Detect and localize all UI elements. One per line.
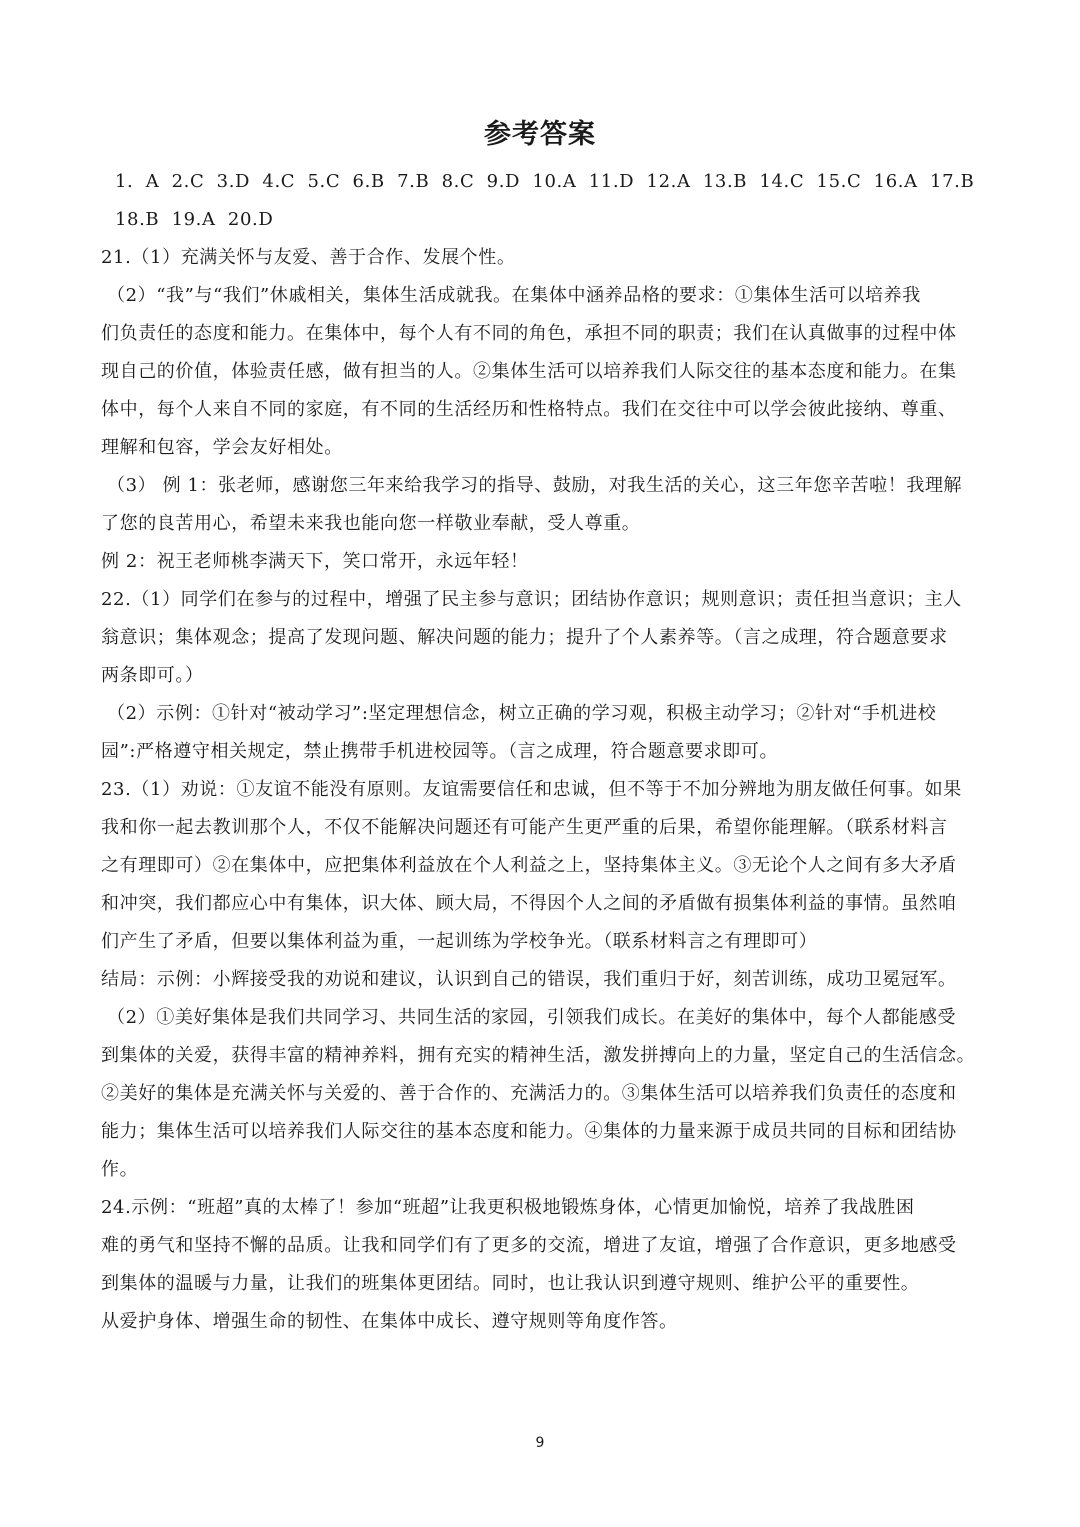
q21-line: 体中，每个人来自不同的家庭，有不同的生活经历和性格特点。我们在交往中可以学会彼此接纳、尊重、 — [101, 399, 957, 420]
q22-line: 22.（1）同学们在参与的过程中，增强了民主参与意识；团结协作意识；规则意识；责任担当意识；主人 — [101, 589, 962, 610]
q23-line: 们产生了矛盾，但要以集体利益为重，一起训练为学校争光。（联系材料言之有理即可） — [101, 931, 818, 952]
q21-line: （2）“我”与“我们”休戚相关，集体生活成就我。在集体中涵养品格的要求：①集体生活可以培养我 — [107, 285, 921, 306]
q23-line: ②美好的集体是充满关怀与关爱的、善于合作的、充满活力的。③集体生活可以培养我们负责任的态度和 — [101, 1083, 957, 1104]
mc-answers-line-2: 18.B 19.A 20.D — [115, 209, 274, 230]
q23-line: 到集体的关爱，获得丰富的精神养料，拥有充实的精神生活，激发拼搏向上的力量，坚定自己的生活信念。 — [101, 1045, 976, 1066]
page-number: 9 — [535, 1435, 545, 1451]
q21-line: 21.（1）充满关怀与友爱、善于合作、发展个性。 — [101, 247, 516, 268]
answer-body — [101, 163, 981, 1341]
q21-line: （3） 例 1：张老师，感谢您三年来给我学习的指导、鼓励，对我生活的关心，这三年您辛苦啦！我理解 — [107, 475, 963, 496]
q21-line: 了您的良苦用心，希望未来我也能向您一样敬业奉献，受人尊重。 — [101, 513, 641, 534]
q23-line: 我和你一起去教训那个人，不仅不能解决问题还有可能产生更严重的后果，希望你能理解。（联系材料言 — [101, 817, 948, 838]
q22-line: 园”:严格遵守相关规定，禁止携带手机进校园等。（言之成理，符合题意要求即可。 — [101, 741, 779, 762]
q23-line: 作。 — [101, 1159, 139, 1180]
page-title: 参考答案 — [484, 119, 596, 150]
q21-line: 们负责任的态度和能力。在集体中，每个人有不同的角色，承担不同的职责；我们在认真做事的过程中体 — [101, 323, 957, 344]
q22-line: 两条即可。） — [101, 665, 204, 686]
q24-line: 从爱护身体、增强生命的韧性、在集体中成长、遵守规则等角度作答。 — [101, 1311, 678, 1332]
q24-line: 24.示例：“班超”真的太棒了！参加“班超”让我更积极地锻炼身体，心情更加愉悦，培养了我战胜困 — [101, 1197, 915, 1218]
q21-line: 例 2：祝王老师桃李满天下，笑口常开，永远年轻！ — [101, 551, 529, 572]
q21-line: 现自己的价值，体验责任感，做有担当的人。②集体生活可以培养我们人际交往的基本态度和能力。在集 — [101, 361, 957, 382]
q24-line: 难的勇气和坚持不懈的品质。让我和同学们有了更多的交流，增进了友谊，增强了合作意识，更多地感受 — [101, 1235, 957, 1256]
q21-line: 理解和包容，学会友好相处。 — [101, 437, 343, 458]
q24-line: 到集体的温暖与力量，让我们的班集体更团结。同时，也让我认识到遵守规则、维护公平的重要性。 — [101, 1273, 920, 1294]
mc-answers-line-1: 1. A 2.C 3.D 4.C 5.C 6.B 7.B 8.C 9.D 10.A 11.D 12.A 13.B 14.C 15.C 16.A 17.B — [115, 171, 975, 192]
q23-line: 之有理即可）②在集体中，应把集体利益放在个人利益之上，坚持集体主义。③无论个人之间有多大矛盾 — [101, 855, 957, 876]
q23-line: 能力；集体生活可以培养我们人际交往的基本态度和能力。④集体的力量来源于成员共同的目标和团结协 — [101, 1121, 957, 1142]
q22-line: 翁意识；集体观念；提高了发现问题、解决问题的能力；提升了个人素养等。（言之成理，符合题意要求 — [101, 627, 948, 648]
q23-line: 结局：示例：小辉接受我的劝说和建议，认识到自己的错误，我们重归于好，刻苦训练，成功卫冕冠军。 — [101, 969, 957, 990]
q23-line: 和冲突，我们都应心中有集体，识大体、顾大局，不得因个人之间的矛盾做有损集体利益的事情。虽然咱 — [101, 893, 957, 914]
q23-line: （2）①美好集体是我们共同学习、共同生活的家园，引领我们成长。在美好的集体中，每个人都能感受 — [107, 1007, 957, 1028]
q23-line: 23.（1）劝说：①友谊不能没有原则。友谊需要信任和忠诚，但不等于不加分辨地为朋友做任何事。如果 — [101, 779, 962, 800]
q22-line: （2）示例：①针对“被动学习”:坚定理想信念，树立正确的学习观，积极主动学习；②针对“手机进校 — [107, 703, 937, 724]
